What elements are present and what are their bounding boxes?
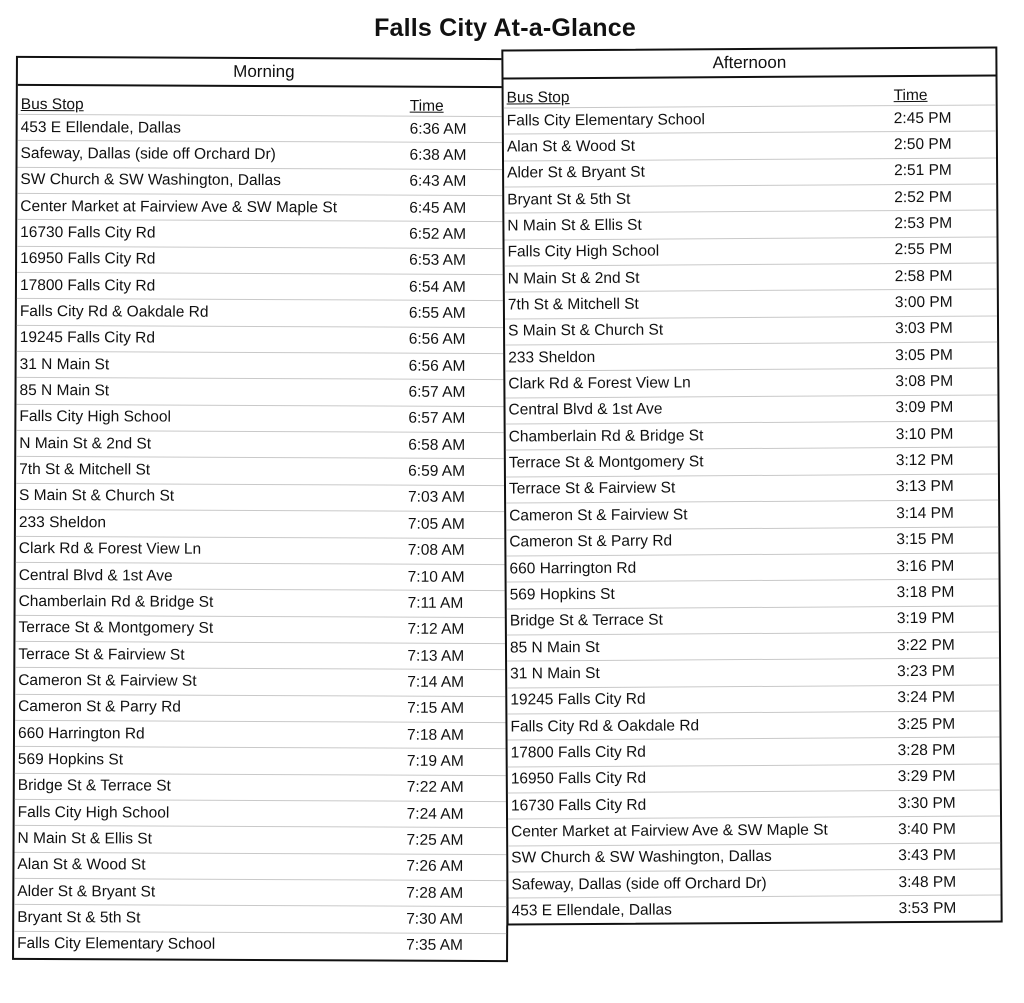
table-row bbox=[16, 377, 508, 405]
time-cell: 6:38 AM bbox=[409, 146, 467, 164]
bus-stop-cell: 7th St & Mitchell St bbox=[19, 461, 151, 479]
table-row bbox=[17, 298, 509, 326]
bus-stop-cell: 233 Sheldon bbox=[508, 348, 596, 367]
table-row bbox=[16, 588, 508, 616]
table-row bbox=[504, 236, 996, 265]
bus-stop-cell: Safeway, Dallas (side off Orchard Dr) bbox=[511, 874, 767, 894]
page-title: Falls City At-a-Glance bbox=[374, 14, 636, 42]
table-row bbox=[506, 447, 998, 476]
time-cell: 2:53 PM bbox=[894, 214, 953, 233]
bus-stop-cell: Falls City Elementary School bbox=[17, 935, 216, 954]
time-cell: 7:15 AM bbox=[407, 699, 465, 718]
table-row bbox=[17, 272, 509, 300]
time-cell: 3:24 PM bbox=[897, 688, 956, 707]
time-cell: 3:40 PM bbox=[898, 820, 956, 839]
table-row bbox=[16, 562, 508, 590]
table-row bbox=[15, 614, 507, 642]
bus-stop-cell: Falls City Rd & Oakdale Rd bbox=[19, 303, 209, 321]
bus-stop-cell: Terrace St & Montgomery St bbox=[508, 453, 704, 472]
time-cell: 6:36 AM bbox=[409, 120, 467, 138]
bus-stop-cell: Falls City High School bbox=[507, 242, 660, 261]
bus-stop-cell: Terrace St & Fairview St bbox=[18, 645, 185, 664]
bus-stop-cell: Clark Rd & Forest View Ln bbox=[508, 374, 691, 393]
morning-time-heading: Time bbox=[409, 97, 444, 115]
table-row bbox=[504, 157, 996, 186]
table-row bbox=[507, 631, 999, 660]
afternoon-schedule-table bbox=[501, 46, 1002, 925]
time-cell: 7:26 AM bbox=[406, 857, 464, 876]
bus-stop-cell: 7th St & Mitchell St bbox=[507, 295, 639, 314]
table-row bbox=[504, 210, 996, 239]
afternoon-rows bbox=[504, 105, 1001, 925]
bus-stop-cell: 85 N Main St bbox=[19, 382, 110, 400]
table-row bbox=[507, 684, 999, 713]
time-cell: 7:30 AM bbox=[406, 910, 464, 928]
time-cell: 7:28 AM bbox=[406, 884, 464, 902]
time-cell: 3:30 PM bbox=[897, 794, 956, 812]
time-cell: 7:08 AM bbox=[407, 541, 465, 560]
time-cell: 3:22 PM bbox=[896, 636, 955, 654]
table-row bbox=[17, 193, 509, 221]
table-row bbox=[508, 816, 1000, 845]
time-cell: 6:45 AM bbox=[409, 199, 467, 217]
morning-column-headers bbox=[18, 86, 510, 116]
bus-stop-cell: N Main St & 2nd St bbox=[507, 269, 640, 288]
afternoon-header: Afternoon bbox=[503, 49, 995, 80]
bus-stop-cell: Alan St & Wood St bbox=[506, 137, 636, 156]
table-row bbox=[504, 131, 996, 160]
time-cell: 7:22 AM bbox=[406, 778, 464, 797]
table-row bbox=[15, 720, 507, 748]
bus-stop-cell: 16730 Falls City Rd bbox=[510, 796, 647, 815]
table-row bbox=[507, 605, 999, 634]
table-row bbox=[505, 368, 997, 397]
time-cell: 3:03 PM bbox=[894, 320, 953, 338]
bus-stop-cell: SW Church & SW Washington, Dallas bbox=[20, 171, 281, 190]
time-cell: 3:16 PM bbox=[896, 557, 955, 575]
table-row bbox=[16, 430, 508, 458]
table-row bbox=[17, 219, 509, 247]
time-cell: 7:35 AM bbox=[406, 936, 464, 955]
table-row bbox=[15, 825, 507, 853]
time-cell: 3:48 PM bbox=[898, 873, 957, 891]
bus-stop-cell: Bryant St & 5th St bbox=[17, 908, 141, 927]
table-row bbox=[507, 710, 999, 739]
time-cell: 7:11 AM bbox=[407, 594, 464, 612]
bus-stop-cell: 16950 Falls City Rd bbox=[20, 250, 156, 268]
bus-stop-cell: Falls City Rd & Oakdale Rd bbox=[510, 716, 700, 736]
bus-stop-cell: 569 Hopkins St bbox=[509, 585, 615, 604]
table-row bbox=[507, 658, 999, 687]
time-cell: 3:28 PM bbox=[897, 741, 956, 760]
table-row bbox=[16, 483, 508, 511]
table-row bbox=[17, 246, 509, 274]
bus-stop-cell: 31 N Main St bbox=[19, 355, 110, 374]
table-row bbox=[508, 763, 1000, 792]
bus-stop-cell: 17800 Falls City Rd bbox=[510, 743, 646, 762]
time-cell: 2:52 PM bbox=[894, 188, 953, 206]
table-row bbox=[504, 105, 996, 134]
time-cell: 3:18 PM bbox=[896, 583, 955, 601]
table-row bbox=[17, 167, 509, 195]
table-row bbox=[15, 799, 507, 827]
time-cell: 3:14 PM bbox=[896, 504, 954, 522]
table-row bbox=[505, 394, 997, 423]
bus-stop-cell: 660 Harrington Rd bbox=[509, 559, 637, 577]
time-cell: 3:53 PM bbox=[898, 899, 957, 918]
bus-stop-cell: Bryant St & 5th St bbox=[507, 190, 631, 209]
time-cell: 2:58 PM bbox=[894, 267, 953, 285]
bus-stop-cell: S Main St & Church St bbox=[507, 321, 664, 340]
time-cell: 2:45 PM bbox=[893, 109, 952, 127]
bus-stop-cell: Alder St & Bryant St bbox=[17, 882, 156, 901]
time-cell: 3:15 PM bbox=[896, 530, 955, 549]
bus-stop-cell: Falls City High School bbox=[19, 408, 172, 427]
table-row bbox=[14, 931, 506, 959]
morning-header: Morning bbox=[18, 58, 510, 88]
table-row bbox=[506, 552, 998, 581]
table-row bbox=[505, 263, 997, 292]
afternoon-time-heading: Time bbox=[893, 86, 928, 105]
bus-stop-cell: 19245 Falls City Rd bbox=[19, 329, 156, 347]
morning-bus-stop-heading: Bus Stop bbox=[20, 95, 84, 114]
table-row bbox=[507, 579, 999, 608]
time-cell: 3:10 PM bbox=[895, 425, 954, 443]
time-cell: 6:58 AM bbox=[408, 436, 466, 454]
morning-schedule-table bbox=[12, 56, 512, 962]
bus-stop-cell: 85 N Main St bbox=[509, 638, 600, 657]
bus-stop-cell: 16950 Falls City Rd bbox=[510, 769, 647, 788]
table-row bbox=[508, 789, 1000, 818]
table-row bbox=[505, 342, 997, 371]
table-row bbox=[16, 535, 508, 563]
table-row bbox=[505, 315, 997, 344]
bus-stop-cell: Cameron St & Parry Rd bbox=[18, 698, 181, 716]
table-row bbox=[15, 773, 507, 801]
table-row bbox=[16, 456, 508, 484]
table-row bbox=[17, 325, 509, 353]
time-cell: 7:25 AM bbox=[406, 831, 464, 849]
table-row bbox=[506, 473, 998, 502]
bus-stop-cell: Falls City High School bbox=[17, 803, 170, 822]
bus-stop-cell: Center Market at Fairview Ave & SW Maple St bbox=[20, 197, 338, 217]
time-cell: 6:43 AM bbox=[409, 172, 467, 191]
table-row bbox=[506, 500, 998, 529]
table-row bbox=[508, 737, 1000, 766]
table-row bbox=[506, 526, 998, 555]
time-cell: 6:56 AM bbox=[408, 331, 466, 349]
time-cell: 6:54 AM bbox=[408, 278, 466, 296]
time-cell: 3:05 PM bbox=[895, 346, 953, 364]
time-cell: 7:10 AM bbox=[407, 568, 465, 586]
table-row bbox=[504, 184, 996, 213]
bus-stop-cell: Falls City Elementary School bbox=[506, 110, 705, 130]
bus-stop-cell: N Main St & 2nd St bbox=[19, 434, 152, 453]
bus-stop-cell: 660 Harrington Rd bbox=[17, 724, 145, 743]
bus-stop-cell: S Main St & Church St bbox=[19, 487, 175, 506]
table-row bbox=[15, 693, 507, 721]
table-row bbox=[508, 868, 1000, 897]
time-cell: 3:23 PM bbox=[897, 662, 955, 681]
bus-stop-cell: N Main St & Ellis St bbox=[507, 216, 642, 235]
time-cell: 3:25 PM bbox=[897, 715, 956, 733]
time-cell: 6:53 AM bbox=[409, 252, 466, 270]
time-cell: 6:55 AM bbox=[408, 304, 466, 322]
bus-stop-cell: Safeway, Dallas (side off Orchard Dr) bbox=[20, 144, 276, 164]
bus-stop-cell: 31 N Main St bbox=[510, 664, 600, 683]
table-row bbox=[16, 404, 508, 432]
bus-stop-cell: Cameron St & Fairview St bbox=[18, 671, 197, 690]
table-row bbox=[17, 351, 509, 379]
table-row bbox=[15, 641, 507, 669]
time-cell: 2:55 PM bbox=[894, 241, 953, 259]
table-row bbox=[14, 878, 506, 906]
time-cell: 7:12 AM bbox=[407, 620, 465, 639]
time-cell: 6:59 AM bbox=[408, 462, 466, 481]
afternoon-column-headers bbox=[504, 77, 996, 108]
table-row bbox=[14, 904, 506, 932]
bus-stop-cell: Cameron St & Fairview St bbox=[509, 506, 688, 525]
bus-stop-cell: 19245 Falls City Rd bbox=[510, 690, 646, 709]
bus-stop-cell: Bridge St & Terrace St bbox=[17, 777, 171, 795]
morning-rows bbox=[14, 114, 510, 959]
time-cell: 7:13 AM bbox=[407, 647, 465, 665]
time-cell: 3:13 PM bbox=[895, 478, 954, 496]
bus-stop-cell: Terrace St & Fairview St bbox=[508, 479, 676, 498]
time-cell: 3:08 PM bbox=[895, 372, 954, 391]
table-row bbox=[18, 114, 510, 142]
bus-stop-cell: SW Church & SW Washington, Dallas bbox=[511, 848, 772, 867]
table-row bbox=[15, 746, 507, 774]
time-cell: 6:52 AM bbox=[409, 225, 467, 243]
time-cell: 3:43 PM bbox=[898, 847, 957, 865]
bus-stop-cell: 453 E Ellendale, Dallas bbox=[20, 118, 181, 137]
bus-stop-cell: Central Blvd & 1st Ave bbox=[18, 566, 173, 585]
time-cell: 6:57 AM bbox=[408, 410, 466, 428]
table-row bbox=[14, 852, 506, 880]
table-row bbox=[16, 509, 508, 537]
time-cell: 2:50 PM bbox=[893, 135, 952, 154]
bus-stop-cell: N Main St & Ellis St bbox=[17, 829, 152, 848]
time-cell: 7:19 AM bbox=[406, 752, 464, 770]
time-cell: 6:56 AM bbox=[408, 357, 466, 375]
bus-stop-cell: 569 Hopkins St bbox=[17, 750, 124, 769]
bus-stop-cell: Terrace St & Montgomery St bbox=[18, 619, 214, 637]
bus-stop-cell: Clark Rd & Forest View Ln bbox=[18, 540, 202, 558]
bus-stop-cell: Chamberlain Rd & Bridge St bbox=[508, 427, 704, 446]
time-cell: 7:05 AM bbox=[407, 515, 465, 533]
time-cell: 3:29 PM bbox=[897, 768, 956, 786]
table-row bbox=[505, 289, 997, 318]
bus-stop-cell: Cameron St & Parry Rd bbox=[509, 532, 673, 551]
time-cell: 7:14 AM bbox=[407, 673, 465, 691]
bus-stop-cell: Alder St & Bryant St bbox=[507, 164, 645, 182]
time-cell: 3:12 PM bbox=[895, 451, 954, 470]
bus-stop-cell: Center Market at Fairview Ave & SW Maple St bbox=[511, 821, 828, 841]
time-cell: 3:00 PM bbox=[894, 293, 953, 312]
bus-stop-cell: Central Blvd & 1st Ave bbox=[508, 400, 663, 419]
time-cell: 3:09 PM bbox=[895, 399, 954, 417]
table-row bbox=[17, 140, 509, 168]
bus-stop-cell: 17800 Falls City Rd bbox=[19, 276, 156, 295]
table-row bbox=[15, 667, 507, 695]
bus-stop-cell: Bridge St & Terrace St bbox=[509, 611, 663, 630]
bus-stop-cell: Alan St & Wood St bbox=[17, 856, 146, 874]
time-cell: 2:51 PM bbox=[894, 162, 952, 180]
bus-stop-cell: 16730 Falls City Rd bbox=[20, 223, 156, 242]
table-row bbox=[508, 842, 1000, 871]
bus-stop-cell: 233 Sheldon bbox=[18, 513, 107, 532]
afternoon-bus-stop-heading: Bus Stop bbox=[506, 89, 570, 107]
bus-stop-cell: 453 E Ellendale, Dallas bbox=[511, 901, 672, 920]
time-cell: 7:03 AM bbox=[408, 489, 465, 507]
time-cell: 6:57 AM bbox=[408, 383, 466, 401]
time-cell: 3:19 PM bbox=[896, 609, 955, 628]
table-row bbox=[506, 421, 998, 450]
table-row bbox=[509, 895, 1001, 924]
time-cell: 7:24 AM bbox=[406, 805, 464, 823]
bus-stop-cell: Chamberlain Rd & Bridge St bbox=[18, 592, 214, 611]
time-cell: 7:18 AM bbox=[406, 726, 464, 744]
